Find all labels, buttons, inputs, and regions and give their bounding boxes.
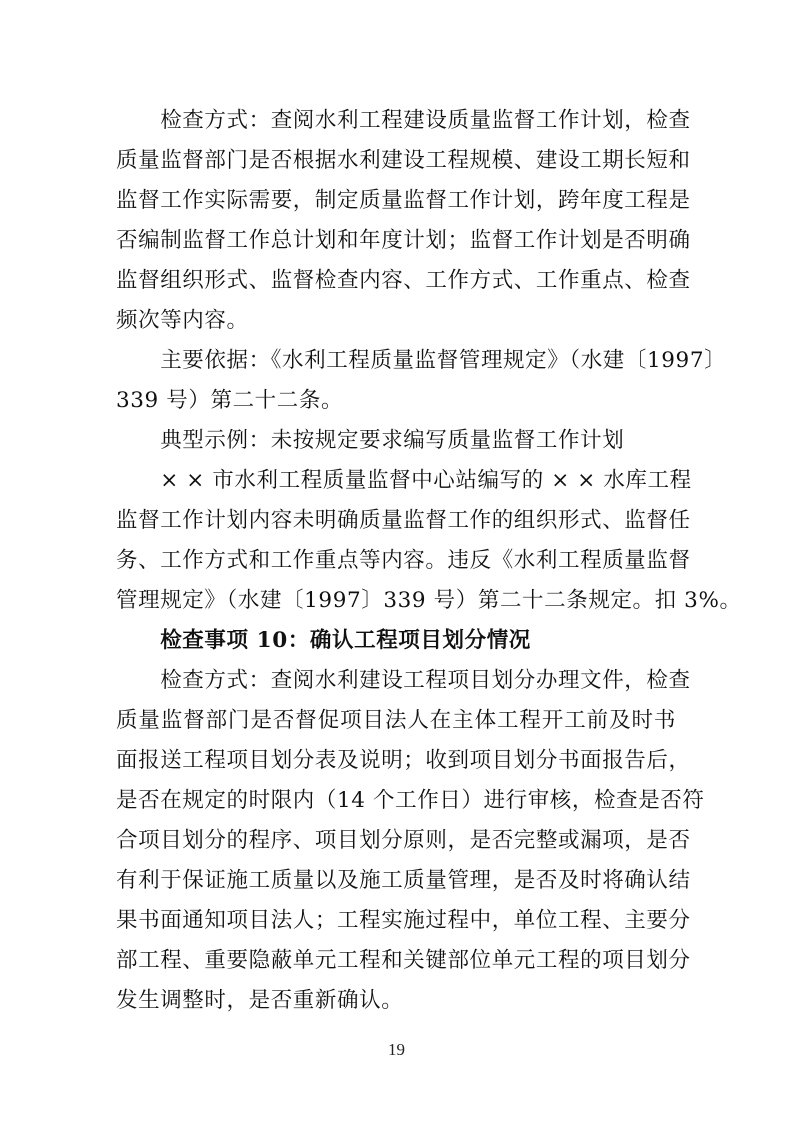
paragraph-line: 监督工作计划内容未明确质量监督工作的组织形式、监督任: [116, 508, 691, 533]
paragraph-line: 质量监督部门是否督促项目法人在主体工程开工前及时书: [116, 708, 676, 733]
paragraph-line: 务、工作方式和工作重点等内容。违反《水利工程质量监督: [116, 548, 691, 573]
paragraph-line: 否编制监督工作总计划和年度计划；监督工作计划是否明确: [116, 228, 691, 253]
paragraph-line: 检查方式：查阅水利建设工程项目划分办理文件，检查: [116, 668, 691, 693]
paragraph-line: 主要依据：《水利工程质量监督管理规定》（水建〔1997〕: [116, 348, 727, 373]
paragraph-line: 339 号）第二十二条。: [116, 388, 344, 413]
paragraph-line: 面报送工程项目划分表及说明；收到项目划分书面报告后，: [116, 748, 691, 773]
paragraph-line: 管理规定》（水建〔1997〕339 号）第二十二条规定。扣 3%。: [116, 588, 742, 613]
paragraph-line: 是否在规定的时限内（14 个工作日）进行审核，检查是否符: [116, 788, 705, 813]
paragraph-line: 合项目划分的程序、项目划分原则，是否完整或漏项，是否: [116, 828, 691, 853]
paragraph-line: 部工程、重要隐蔽单元工程和关键部位单元工程的项目划分: [116, 948, 691, 973]
paragraph-line: × × 市水利工程质量监督中心站编写的 × × 水库工程: [116, 468, 692, 493]
paragraph-line: 监督组织形式、监督检查内容、工作方式、工作重点、检查: [116, 268, 691, 293]
section-heading: 检查事项 10：确认工程项目划分情况: [116, 628, 531, 653]
paragraph-line: 监督工作实际需要，制定质量监督工作计划，跨年度工程是: [116, 188, 691, 213]
paragraph-line: 检查方式：查阅水利工程建设质量监督工作计划，检查: [116, 108, 691, 133]
paragraph-line: 果书面通知项目法人；工程实施过程中，单位工程、主要分: [116, 908, 691, 933]
page-number: 19: [388, 1040, 405, 1059]
paragraph-line: 典型示例：未按规定要求编写质量监督工作计划: [116, 428, 625, 453]
paragraph-line: 质量监督部门是否根据水利建设工程规模、建设工期长短和: [116, 148, 691, 173]
paragraph-line: 频次等内容。: [116, 308, 249, 333]
paragraph-line: 发生调整时，是否重新确认。: [116, 988, 404, 1013]
paragraph-line: 有利于保证施工质量以及施工质量管理，是否及时将确认结: [116, 868, 691, 893]
